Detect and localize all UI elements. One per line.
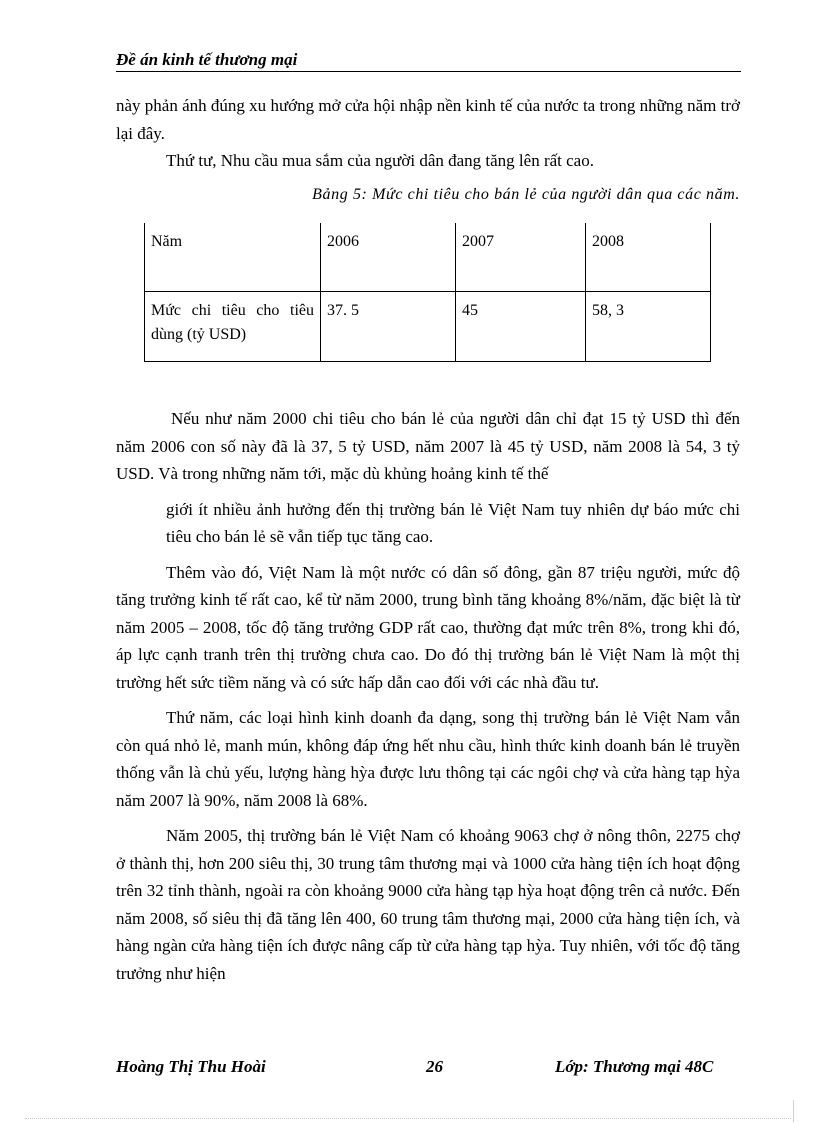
table-cell: 2008 bbox=[586, 223, 711, 292]
table-cell: 2006 bbox=[321, 223, 456, 292]
table-header-row bbox=[145, 223, 711, 292]
paragraph-3b bbox=[116, 496, 740, 551]
table-cell: 2007 bbox=[456, 223, 586, 292]
body-block-main bbox=[116, 405, 740, 987]
paragraph-2: Thứ tư, Nhu cầu mua sắm của người dân đang tăng lên rất cao. bbox=[166, 151, 594, 170]
table-cell: Năm bbox=[145, 223, 321, 292]
paragraph-3a: Nếu như năm 2000 chi tiêu cho bán lẻ của người dân chỉ đạt 15 tỷ USD thì đến năm 2006 con số này đã là 37, 5 tỷ USD, năm 2007 là 45 tỷ USD, năm 2008 là 54, 3 tỷ USD. Và trong những năm tới, mặc dù khủng hoảng kinh tế thế bbox=[116, 409, 740, 483]
footer-class: Lớp: Thương mại 48C bbox=[555, 1057, 714, 1076]
table-cell: Mức chi tiêu cho tiêu dùng (tỷ USD) bbox=[145, 292, 321, 362]
spending-table bbox=[144, 223, 711, 362]
paragraph-3b-text: giới ít nhiều ảnh hưởng đến thị trường bán lẻ Việt Nam tuy nhiên dự báo mức chi tiêu cho bán lẻ sẽ vẫn tiếp tục tăng cao. bbox=[166, 499, 740, 546]
table-cell: 45 bbox=[456, 292, 586, 362]
body-block-top bbox=[116, 92, 740, 175]
page-header-title: Đề án kinh tế thương mại bbox=[116, 50, 298, 69]
header-divider bbox=[116, 71, 741, 72]
footer-author: Hoàng Thị Thu Hoài bbox=[116, 1057, 266, 1076]
table-caption: Bảng 5: Mức chi tiêu cho bán lẻ của người dân qua các năm. bbox=[312, 186, 740, 203]
footer-page-number: 26 bbox=[426, 1057, 443, 1076]
page-edge-mark bbox=[793, 1100, 794, 1122]
table-cell: 58, 3 bbox=[586, 292, 711, 362]
paragraph-5: Thứ năm, các loại hình kinh doanh đa dạng, song thị trường bán lẻ Việt Nam vẫn còn quá nhỏ lẻ, manh mún, không đáp ứng hết nhu cầu, hình thức kinh doanh bán lẻ truyền thống vẫn là chủ yếu, lượng hàng hỳa được lưu thông tại các ngôi chợ và cửa hàng tạp hỳa năm 2007 là 90%, năm 2008 là 68%. bbox=[116, 708, 740, 810]
paragraph-4: Thêm vào đó, Việt Nam là một nước có dân số đông, gần 87 triệu người, mức độ tăng trưởng kinh tế rất cao, kể từ năm 2000, trung bình tăng khoảng 8%/năm, đặc biệt là từ năm 2005 – 2008, tốc độ tăng trưởng GDP rất cao, thường đạt mức trên 8%, trong khi đó, áp lực cạnh tranh trên thị trường chưa cao. Do đó thị trường bán lẻ Việt Nam là một thị trường hết sức tiềm năng và có sức hấp dẫn cao đối với các nhà đầu tư. bbox=[116, 562, 740, 692]
page-bottom-divider bbox=[25, 1118, 791, 1119]
paragraph-6: Năm 2005, thị trường bán lẻ Việt Nam có khoảng 9063 chợ ở nông thôn, 2275 chợ ở thành thị, hơn 200 siêu thị, 30 trung tâm thương mại và 1000 cửa hàng tiện ích hoạt động trên 32 tỉnh thành, ngoài ra còn khoảng 9000 cửa hàng tạp hỳa hoạt động trên cả nước. Đến năm 2008, số siêu thị đã tăng lên 400, 60 trung tâm thương mại, 2000 cửa hàng tiện ích, và hàng ngàn cửa hàng tiện ích được nâng cấp từ cửa hàng tạp hỳa. Tuy nhiên, với tốc độ tăng trưởng như hiện bbox=[116, 826, 740, 983]
paragraph-1: này phản ánh đúng xu hướng mở cửa hội nhập nền kinh tế của nước ta trong những năm trở lại đây. bbox=[116, 96, 740, 143]
table-cell: 37. 5 bbox=[321, 292, 456, 362]
table-row bbox=[145, 292, 711, 362]
